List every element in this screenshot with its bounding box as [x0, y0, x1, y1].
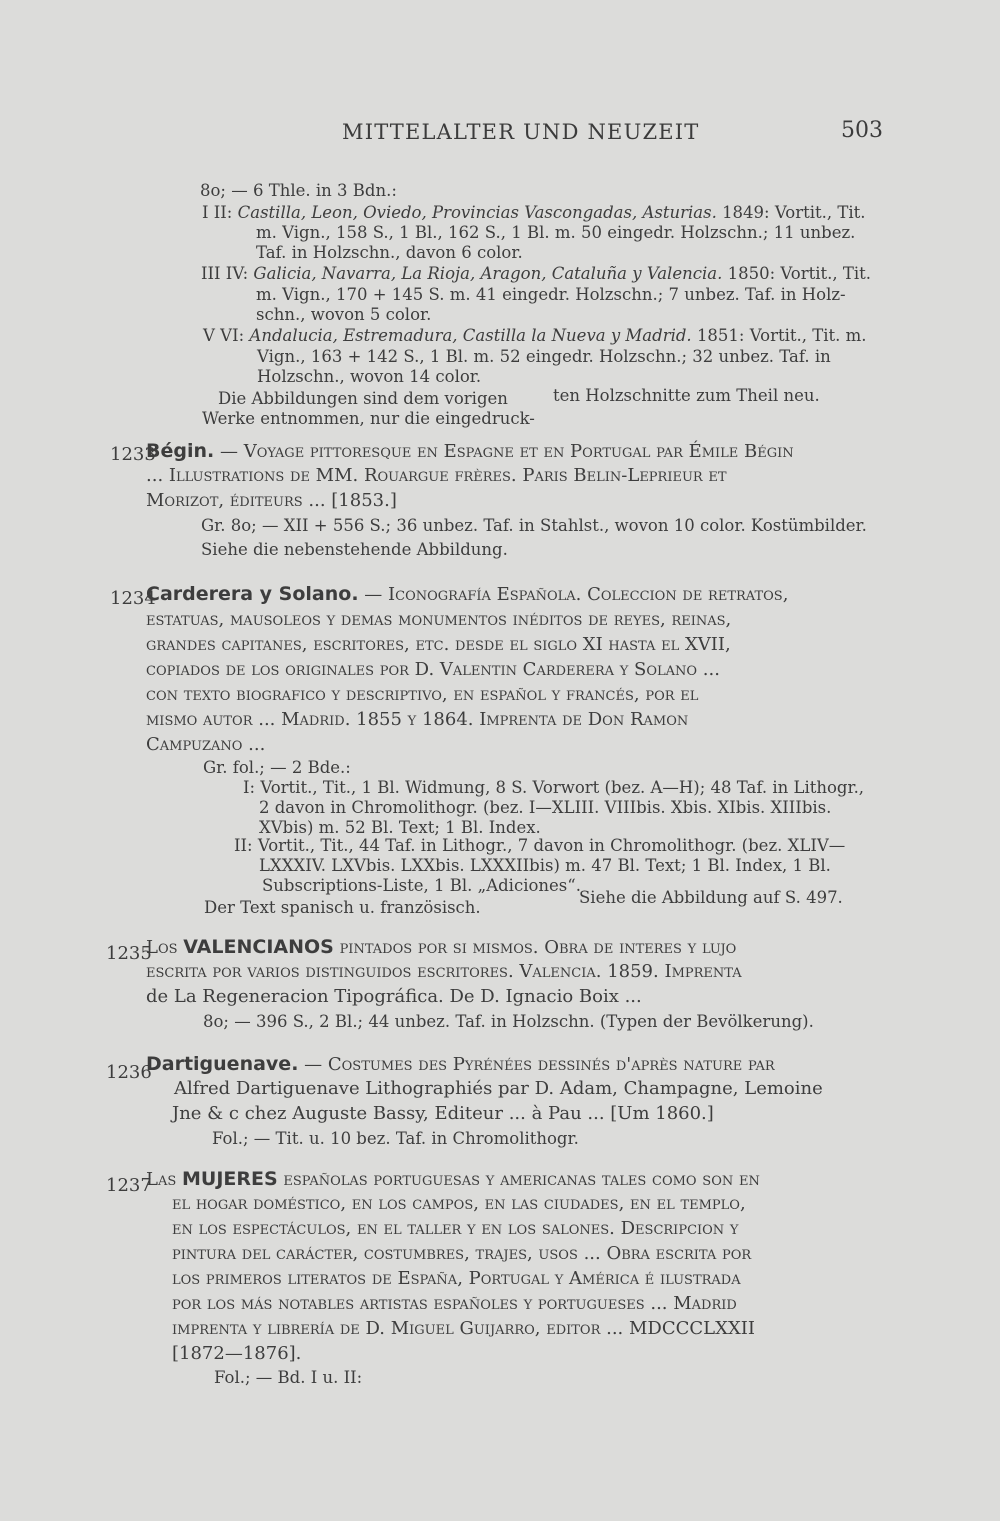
entry-1234-vol1-line3: XVbis) m. 52 Bl. Text; 1 Bl. Index.: [259, 818, 541, 837]
prev-note-right: ten Holzschnitte zum Theil neu.: [553, 386, 820, 405]
vol-title: Andalucia, Estremadura, Castilla la Nueva y Madrid.: [249, 326, 692, 345]
entry-1234-vol2-line3: Subscriptions-Liste, 1 Bl. „Adiciones“.: [262, 876, 581, 895]
entry-1236-line2: Alfred Dartiguenave Lithographiés par D. Adam, Champagne, Lemoine: [174, 1078, 823, 1099]
page-number: 503: [841, 118, 883, 143]
entry-title: españolas portuguesas y americanas tales como son en: [283, 1169, 760, 1190]
entry-number: 1237: [106, 1175, 152, 1196]
vol-label: III IV:: [201, 264, 249, 283]
entry-1237-line4: pintura del carácter, costumbres, trajes, usos ... Obra escrita por: [172, 1243, 752, 1264]
entry-1234-vol2: II: Vortit., Tit., 44 Taf. in Lithogr., 7 davon in Chromolithogr. (bez. XLIV—: [234, 836, 846, 855]
entry-title: — Iconografía Española. Coleccion de retratos,: [364, 584, 789, 605]
entry-1237-line3: en los espectáculos, en el taller y en los salones. Descripcion y: [172, 1218, 739, 1239]
entry-1235-line3: de La Regeneracion Tipográfica. De D. Ignacio Boix ...: [146, 986, 642, 1007]
entry-article: Los: [146, 937, 178, 958]
vol-details: 1850: Vortit., Tit.: [727, 264, 872, 283]
vol-title: Castilla, Leon, Oviedo, Provincias Vascongadas, Asturias.: [237, 203, 717, 222]
entry-1235-line2: escrita por varios distinguidos escritores. Valencia. 1859. Imprenta: [146, 961, 742, 982]
prev-vol2-line3: schn., wovon 5 color.: [256, 305, 432, 324]
entry-1234-line6: mismo autor ... Madrid. 1855 y 1864. Imprenta de Don Ramon: [146, 709, 689, 730]
vol-label: V VI:: [203, 326, 245, 345]
entry-author: VALENCIANOS: [183, 936, 334, 958]
prev-vol3-line3: Holzschn., wovon 14 color.: [257, 367, 482, 386]
entry-1237-line2: el hogar doméstico, en los campos, en las ciudades, en el templo,: [172, 1193, 746, 1214]
entry-1234-line1: [146, 583, 788, 605]
prev-note-left-2: Werke entnommen, nur die eingedruck-: [202, 409, 535, 428]
entry-number: 1236: [106, 1062, 152, 1083]
vol-details: 1851: Vortit., Tit. m.: [696, 326, 867, 345]
entry-1234-vol1-line2: 2 davon in Chromolithogr. (bez. I—XLIII. VIIIbis. Xbis. XIbis. XIIIbis.: [259, 798, 832, 817]
entry-1236-collation: Fol.; — Tit. u. 10 bez. Taf. in Chromolithogr.: [212, 1129, 579, 1148]
entry-1236-line1: [146, 1053, 775, 1075]
vol-title: Galicia, Navarra, La Rioja, Aragon, Cataluña y Valencia.: [253, 264, 723, 283]
entry-1234-vol2-line2: LXXXIV. LXVbis. LXXbis. LXXXIIbis) m. 47 Bl. Text; 1 Bl. Index, 1 Bl.: [259, 856, 831, 875]
entry-1233-line3: Morizot, éditeurs ... [1853.]: [146, 490, 397, 511]
prev-vol3: [203, 326, 867, 345]
entry-1237-line1: [146, 1168, 760, 1190]
prev-note-left-1: Die Abbildungen sind dem vorigen: [218, 389, 508, 408]
entry-title: — Voyage pittoresque en Espagne et en Portugal par Émile Bégin: [219, 441, 794, 462]
entry-1237-line7: imprenta y librería de D. Miguel Guijarro, editor ... MDCCCLXXII: [172, 1318, 755, 1339]
prev-vol1: [202, 203, 866, 222]
entry-1233-note: Siehe die nebenstehende Abbildung.: [201, 540, 508, 559]
entry-1233-collation: Gr. 8o; — XII + 556 S.; 36 unbez. Taf. in Stahlst., wovon 10 color. Kostümbilder.: [201, 516, 867, 535]
entry-title: pintados por si mismos. Obra de interes y lujo: [339, 937, 737, 958]
running-title: MITTELALTER UND NEUZEIT: [342, 120, 700, 144]
entry-1233-line1: [146, 440, 794, 462]
entry-1237-line5: los primeros literatos de España, Portugal y América é ilustrada: [172, 1268, 741, 1289]
prev-vol2: [201, 264, 871, 283]
entry-1234-note-left: Der Text spanisch u. französisch.: [204, 898, 481, 917]
entry-title: — Costumes des Pyrénées dessinés d'après nature par: [304, 1054, 775, 1075]
entry-number: 1234: [110, 588, 156, 609]
entry-1234-format: Gr. fol.; — 2 Bde.:: [203, 758, 351, 777]
entry-1234-line5: con texto biografico y descriptivo, en español y francés, por el: [146, 684, 699, 705]
entry-author: Dartiguenave.: [146, 1053, 299, 1075]
entry-1234-line4: copiados de los originales por D. Valentin Carderera y Solano ...: [146, 659, 720, 680]
entry-1234-vol1: I: Vortit., Tit., 1 Bl. Widmung, 8 S. Vorwort (bez. A—H); 48 Taf. in Lithogr.,: [243, 778, 865, 797]
entry-1234-line3: grandes capitanes, escritores, etc. desde el siglo XI hasta el XVII,: [146, 634, 731, 655]
entry-1235-line1: [146, 936, 736, 958]
entry-1237-line8: [1872—1876].: [172, 1343, 302, 1364]
entry-1235-collation: 8o; — 396 S., 2 Bl.; 44 unbez. Taf. in Holzschn. (Typen der Bevölkerung).: [203, 1012, 814, 1031]
entry-1236-line3: Jne & c chez Auguste Bassy, Editeur ... à Pau ... [Um 1860.]: [172, 1103, 714, 1124]
entry-1234-line7: Campuzano ...: [146, 734, 266, 755]
prev-vol1-line2: m. Vign., 158 S., 1 Bl., 162 S., 1 Bl. m. 50 eingedr. Holzschn.; 11 unbez.: [256, 223, 856, 242]
prev-format: 8o; — 6 Thle. in 3 Bdn.:: [200, 181, 397, 200]
vol-details: 1849: Vortit., Tit.: [722, 203, 866, 222]
prev-vol3-line2: Vign., 163 + 142 S., 1 Bl. m. 52 eingedr. Holzschn.; 32 unbez. Taf. in: [257, 347, 831, 366]
entry-1233-line2: ... Illustrations de MM. Rouargue frères. Paris Belin-Leprieur et: [146, 465, 727, 486]
entry-number: 1235: [106, 943, 152, 964]
entry-author: Bégin.: [146, 440, 215, 462]
entry-1237-line6: por los más notables artistas españoles y portugueses ... Madrid: [172, 1293, 737, 1314]
vol-label: I II:: [202, 203, 233, 222]
prev-vol2-line2: m. Vign., 170 + 145 S. m. 41 eingedr. Holzschn.; 7 unbez. Taf. in Holz-: [256, 285, 846, 304]
prev-vol1-line3: Taf. in Holzschn., davon 6 color.: [256, 243, 523, 262]
entry-1237-format: Fol.; — Bd. I u. II:: [214, 1368, 363, 1387]
entry-number: 1233: [110, 444, 156, 465]
entry-1234-line2: estatuas, mausoleos y demas monumentos inéditos de reyes, reinas,: [146, 609, 732, 630]
entry-article: Las: [146, 1169, 177, 1190]
entry-1234-note-right: Siehe die Abbildung auf S. 497.: [579, 888, 843, 907]
entry-author: Carderera y Solano.: [146, 583, 359, 605]
entry-author: MUJERES: [181, 1168, 278, 1190]
